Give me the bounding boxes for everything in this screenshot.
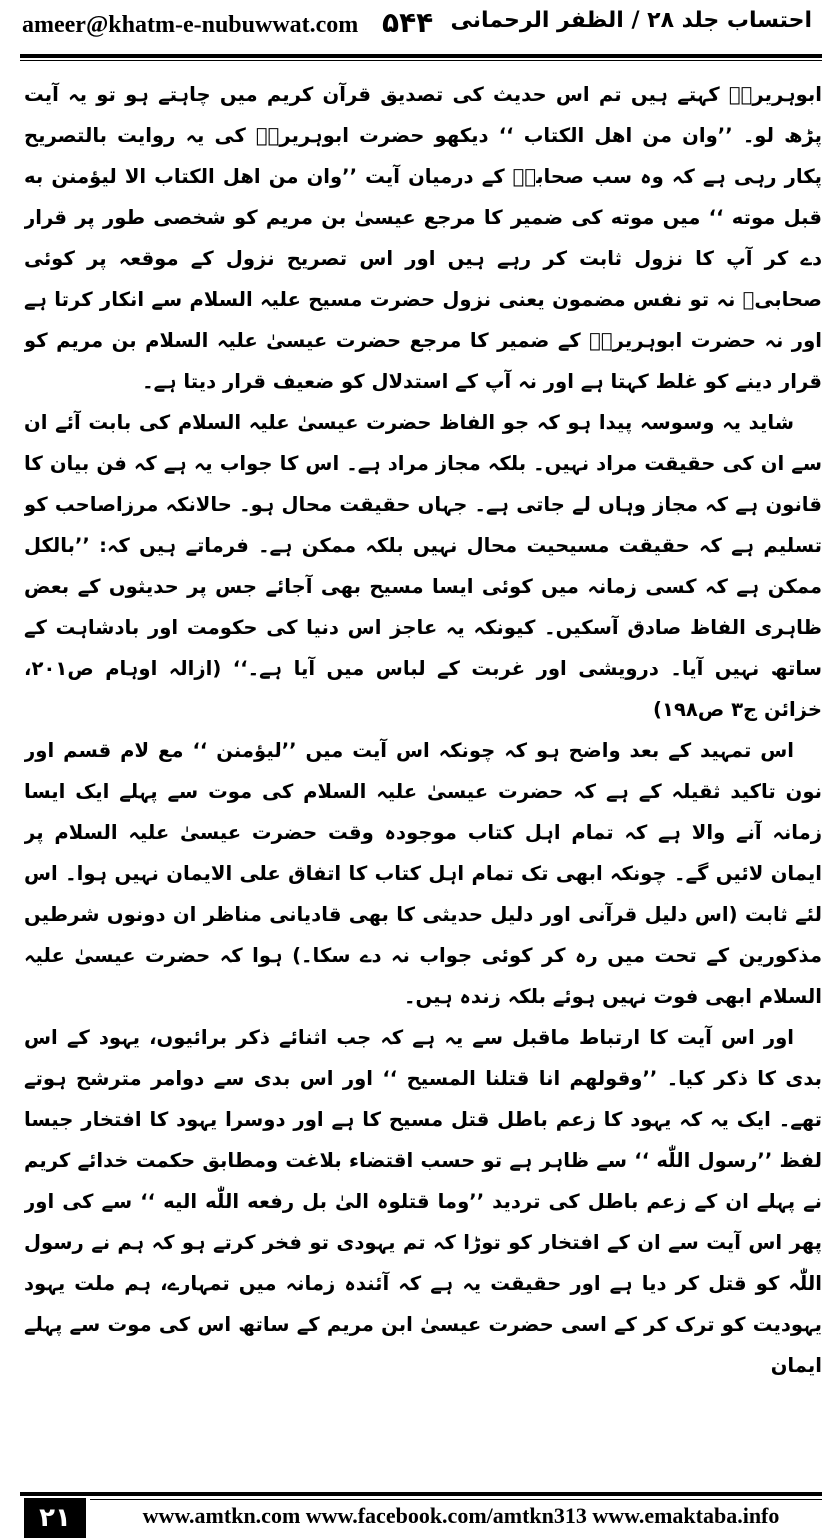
paragraph-1: ابوہریرہؓ کہتے ہیں تم اس حدیث کی تصدیق قرآن کریم میں چاہتے ہو تو یہ آیت پڑھ لو۔ ’’وان من اھل الکتاب ‘‘ دیکھو حضرت ابوہریرہؓ کی یہ روایت بالتصریح پکار رہی ہے کہ وہ سب صحابہؓ کے درمیان آیت ’’وان من اھل الکتاب الا لیؤمنن به قبل موته ‘‘ میں موته کی ضمیر کا مرجع عیسیٰ بن مریم کو شخصی طور پر قرار دے کر آپ کا نزول ثابت کر رہے ہیں اور اس تصریح نزول کے موقعہ پر کوئی صحابیؓ نہ تو نفس مضمون یعنی نزول حضرت مسیح علیہ السلام سے انکار کرتا ہے اور نہ حضرت ابوہریرہؓ کے ضمیر کا مرجع حضرت عیسیٰ علیہ السلام بن مریم کو قرار دینے کو غلط کہتا ہے اور نہ آپ کے استدلال کو ضعیف قرار دیتا ہے۔ xyxy=(24,83,822,393)
body-text xyxy=(24,74,822,1464)
header-page-number: ۵۴۴ xyxy=(382,6,434,39)
page-header xyxy=(0,0,840,62)
footer-page-number: ۲۱ xyxy=(24,1498,86,1538)
header-title: احتساب جلد ۲۸ / الظفر الرحمانی xyxy=(450,8,812,33)
footer-links: www.amtkn.com www.facebook.com/amtkn313 www.emaktaba.info xyxy=(142,1503,780,1528)
paragraph-2: شاید یہ وسوسہ پیدا ہو کہ جو الفاظ حضرت عیسیٰ علیہ السلام کی بابت آئے ان سے ان کی حقیقت مراد نہیں۔ بلکہ مجاز مراد ہے۔ اس کا جواب یہ ہے کہ فن بیان کا قانون ہے کہ مجاز وہاں لے جاتی ہے۔ جہاں حقیقت محال ہو۔ حالانکہ مرزاصاحب کو تسلیم ہے کہ حقیقت مسیحیت محال نہیں بلکہ ممکن ہے۔ فرماتے ہیں کہ: ’’بالکل ممکن ہے کہ کسی زمانہ میں کوئی ایسا مسیح بھی آجائے جس پر حدیثوں کے بعض ظاہری الفاظ صادق آسکیں۔ کیونکہ یہ عاجز اس دنیا کی حکومت اور بادشاہت کے ساتھ نہیں آیا۔ درویشی اور غربت کے لباس میں آیا ہے۔‘‘ (ازالہ اوہام ص۲۰۱، خزائن ج۳ ص۱۹۸) xyxy=(24,411,822,721)
footer-rule-thin xyxy=(90,1499,822,1500)
header-email: ameer@khatm-e-nubuwwat.com xyxy=(22,12,359,38)
header-rule-thin xyxy=(20,60,822,61)
header-rule-thick xyxy=(20,54,822,58)
paragraph-4: اور اس آیت کا ارتباط ماقبل سے یہ ہے کہ جب اثنائے ذکر برائیوں، یہود کے اس بدی کا ذکر کیا۔ ’’وقولھم انا قتلنا المسیح ‘‘ اور اس بدی سے دوامر مترشح ہوتے تھے۔ ایک یہ کہ یہود کا زعم باطل قتل مسیح کا ہے اور دوسرا یہود کا افتخار جیسا لفظ ’’رسول اللّٰه ‘‘ سے ظاہر ہے تو حسب اقتضاء بلاغت ومطابق حکمت خدائے کریم نے پہلے ان کے زعم باطل کی تردید ’’وما قتلوہ الیٰ بل رفعه اللّٰه الیه ‘‘ سے کی اور پھر اس آیت سے ان کے افتخار کو توڑا کہ تم یہودی تو فخر کرتے ہو کہ ہم نے رسول اللّٰہ کو قتل کر دیا ہے اور حقیقت یہ ہے کہ آئندہ زمانہ میں تمہارے، ہم ملت یہود یہودیت کو ترک کر کے اسی حضرت عیسیٰ ابن مریم کے ساتھ اس کی موت سے پہلے ایمان xyxy=(24,1026,822,1377)
footer-rule-thick xyxy=(20,1492,822,1496)
paragraph-3: اس تمہید کے بعد واضح ہو کہ چونکہ اس آیت میں ’’لیؤمنن ‘‘ مع لام قسم اور نون تاکید ثقیلہ کے ہے کہ حضرت عیسیٰ علیہ السلام کی موت سے پہلے ایک ایسا زمانہ آنے والا ہے کہ تمام اہل کتاب موجودہ وقت حضرت عیسیٰ علیہ السلام پر ایمان لائیں گے۔ چونکہ ابھی تک تمام اہل کتاب کا اتفاق علی الایمان نہیں ہوا۔ اس لئے ثابت (اس دلیل قرآنی اور دلیل حدیثی کا بھی قادیانی مناظر ان دونوں شرطیں مذکورین کے تحت میں رہ کر کوئی جواب نہ دے سکا۔) ہوا کہ حضرت عیسیٰ علیہ السلام ابھی فوت نہیں ہوئے بلکہ زندہ ہیں۔ xyxy=(24,739,822,1008)
